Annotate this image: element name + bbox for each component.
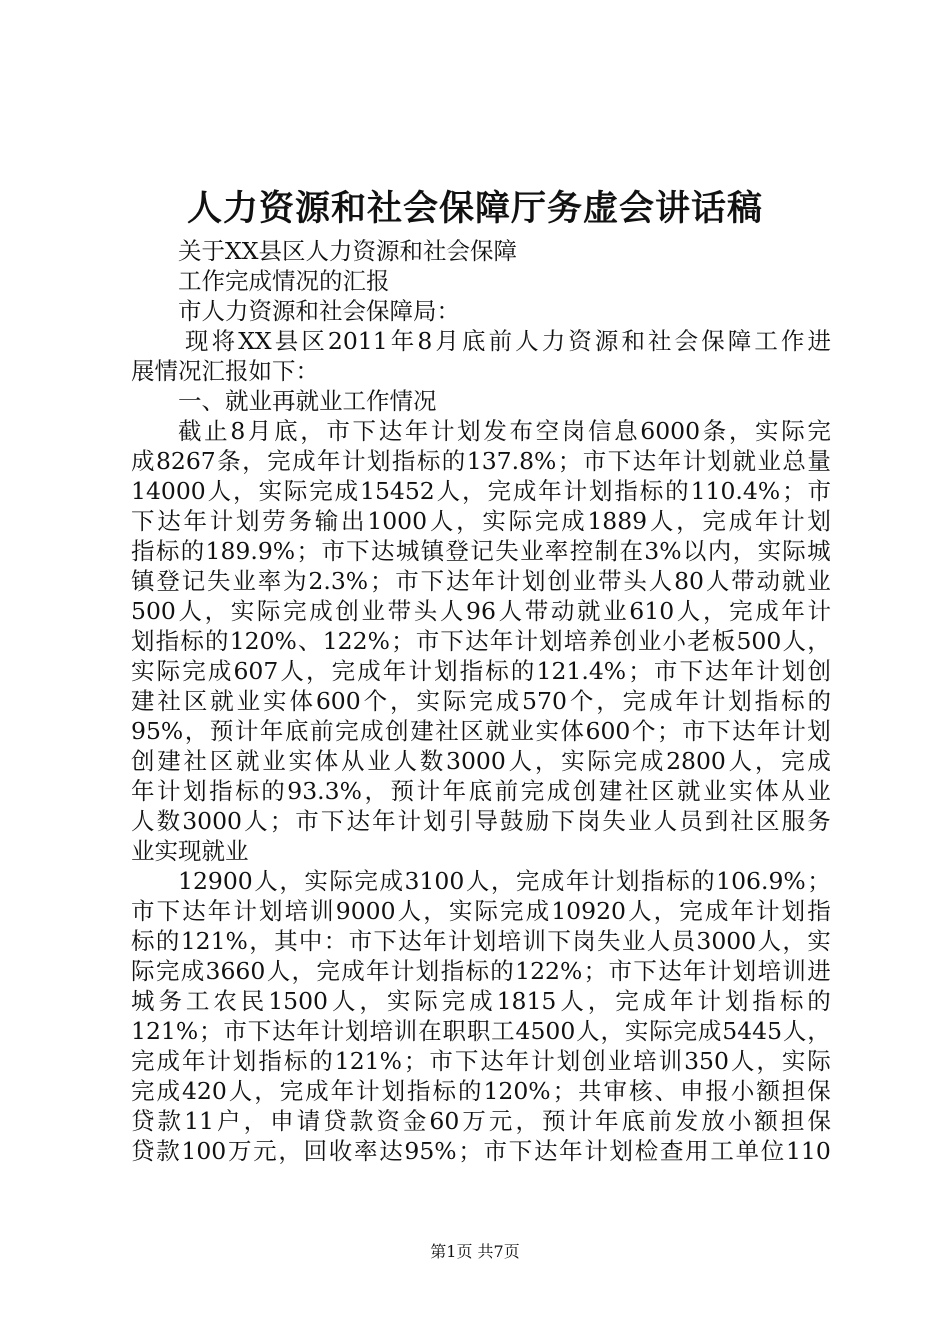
body-line: 95% ， 预 计 年 底 前 完 成 创 建 社 区 就 业 实 体 600 个 ； 市 下 达 年 计 划 <box>131 717 831 745</box>
body-line: 指 标 的 189.9% ； 市 下 达 城 镇 登 记 失 业 率 控 制 在 3% 以 内 ， 实 际 城 <box>131 537 831 565</box>
body-line: 人 数 3000 人 ； 市 下 达 年 计 划 引 导 鼓 励 下 岗 失 业 人 员 到 社 区 服 务 <box>131 807 831 835</box>
body-line: 划 指 标 的 120% 、 122% ； 市 下 达 年 计 划 培 养 创 业 小 老 板 500 人 ， <box>131 627 831 655</box>
page-footer: 第1页 共7页 <box>430 1242 520 1261</box>
body-line: 镇 登 记 失 业 率 为 2.3% ； 市 下 达 年 计 划 创 业 带 头 人 80 人 带 动 就 业 <box>131 567 831 595</box>
body-line: 际 完 成 3660 人 ， 完 成 年 计 划 指 标 的 122% ； 市 下 达 年 计 划 培 训 进 <box>131 957 831 985</box>
body-line: 关于XX县区人力资源和社会保障 <box>178 237 517 265</box>
body-line: 市 下 达 年 计 划 培 训 9000 人 ， 实 际 完 成 10920 人 ， 完 成 年 计 划 指 <box>131 897 831 925</box>
body-line: 贷 款 100 万 元 ， 回 收 率 达 95% ； 市 下 达 年 计 划 检 查 用 工 单 位 110 <box>131 1137 831 1165</box>
body-line: 创 建 社 区 就 业 实 体 从 业 人 数 3000 人 ， 实 际 完 成 2800 人 ， 完 成 <box>131 747 831 775</box>
body-line: 一、就业再就业工作情况 <box>178 387 437 415</box>
body-line: 市人力资源和社会保障局： <box>178 297 460 325</box>
body-line: 建 社 区 就 业 实 体 600 个 ， 实 际 完 成 570 个 ， 完 成 年 计 划 指 标 的 <box>131 687 831 715</box>
body-line: 下 达 年 计 划 劳 务 输 出 1000 人 ， 实 际 完 成 1889 人 ， 完 成 年 计 划 <box>131 507 831 535</box>
body-line: 121% ； 市 下 达 年 计 划 培 训 在 职 职 工 4500 人 ， 实 际 完 成 5445 人 ， <box>131 1017 831 1045</box>
body-line: 业实现就业 <box>131 837 249 865</box>
body-line: 成 8267 条 ， 完 成 年 计 划 指 标 的 137.8% ； 市 下 达 年 计 划 就 业 总 量 <box>131 447 831 475</box>
body-line: 完 成 420 人 ， 完 成 年 计 划 指 标 的 120% ； 共 审 核 、 申 报 小 额 担 保 <box>131 1077 831 1105</box>
body-line: 12900 人 ， 实 际 完 成 3100 人 ， 完 成 年 计 划 指 标 的 106.9% ； <box>178 867 831 895</box>
body-line: 年 计 划 指 标 的 93.3% ， 预 计 年 底 前 完 成 创 建 社 区 就 业 实 体 从 业 <box>131 777 831 805</box>
body-line: 14000 人 ， 实 际 完 成 15452 人 ， 完 成 年 计 划 指 标 的 110.4% ； 市 <box>131 477 831 505</box>
body-line: 现 将 XX 县 区 2011 年 8 月 底 前 人 力 资 源 和 社 会 保 障 工 作 进 <box>185 327 831 355</box>
body-line: 工作完成情况的汇报 <box>178 267 390 295</box>
body-line: 截 止 8 月 底 ， 市 下 达 年 计 划 发 布 空 岗 信 息 6000 条 ， 实 际 完 <box>178 417 831 445</box>
document-title: 人力资源和社会保障厅务虚会讲话稿 <box>186 188 763 229</box>
body-line: 500 人 ， 实 际 完 成 创 业 带 头 人 96 人 带 动 就 业 610 人 ， 完 成 年 计 <box>131 597 831 625</box>
body-line: 标 的 121% ， 其 中 ： 市 下 达 年 计 划 培 训 下 岗 失 业 人 员 3000 人 ， 实 <box>131 927 831 955</box>
body-line: 城 务 工 农 民 1500 人 ， 实 际 完 成 1815 人 ， 完 成 年 计 划 指 标 的 <box>131 987 831 1015</box>
body-line: 实 际 完 成 607 人 ， 完 成 年 计 划 指 标 的 121.4% ； 市 下 达 年 计 划 创 <box>131 657 831 685</box>
body-line: 展情况汇报如下： <box>131 357 319 385</box>
document-body <box>131 236 831 1166</box>
body-line: 完 成 年 计 划 指 标 的 121% ； 市 下 达 年 计 划 创 业 培 训 350 人 ， 实 际 <box>131 1047 831 1075</box>
body-line: 贷 款 11 户 ， 申 请 贷 款 资 金 60 万 元 ， 预 计 年 底 前 发 放 小 额 担 保 <box>131 1107 831 1135</box>
